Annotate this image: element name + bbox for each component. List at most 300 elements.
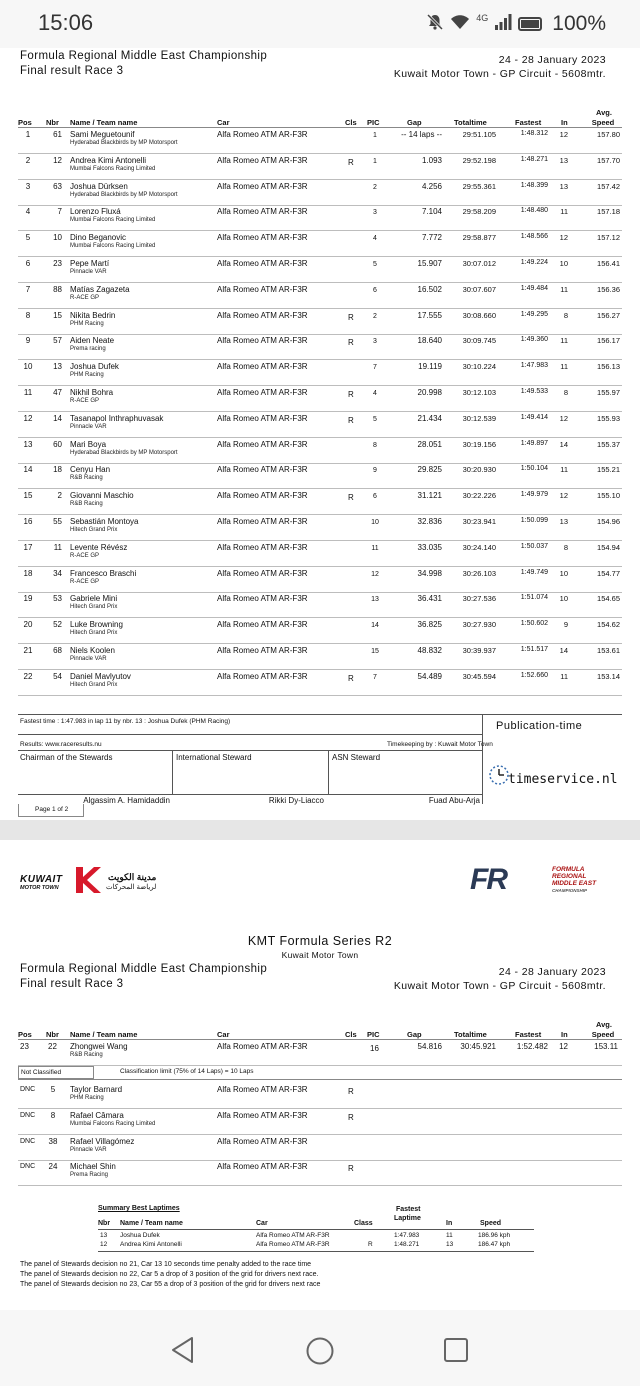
table-row <box>18 567 622 593</box>
page-separator <box>0 820 640 840</box>
cell-pic: 6 <box>373 286 377 294</box>
cell-gap: 17.555 <box>417 310 442 320</box>
cell-car: Alfa Romeo ATM AR-F3R <box>217 620 308 630</box>
cell-name: Sebastián Montoya <box>70 517 139 526</box>
cell-team: R-ACE GP <box>70 552 100 559</box>
cell-name: Mari Boya <box>70 439 107 449</box>
cell-car: Alfa Romeo ATM AR-F3R <box>217 130 308 139</box>
cell-team: Mumbai Falcons Racing Limited <box>70 1120 156 1127</box>
cell-gap: 7.104 <box>421 207 442 217</box>
col-name: Name / Team name <box>70 118 138 127</box>
cell-nbr: 5 <box>50 1085 56 1094</box>
cell-pos: 17 <box>23 542 33 552</box>
cell-nbr: 34 <box>53 568 62 578</box>
page-box <box>18 804 84 817</box>
table-row <box>18 670 622 696</box>
cell-pos: 20 <box>23 620 33 630</box>
cell-fastest: 1:50.104 <box>520 465 548 473</box>
cell-nbr: 47 <box>53 388 62 397</box>
navigation-bar <box>0 1310 640 1386</box>
cell-fastest: 1:48.312 <box>520 130 548 137</box>
recents-button[interactable] <box>442 1336 470 1369</box>
cell-car: Alfa Romeo ATM AR-F3R <box>217 1085 308 1094</box>
cell-team: Pinnacle VAR <box>70 423 107 430</box>
cell-car: Alfa Romeo ATM AR-F3R <box>217 284 308 294</box>
cell-nbr: 14 <box>53 413 62 423</box>
cell-pic: 5 <box>373 415 377 423</box>
col-totaltime: Totaltime <box>454 118 487 127</box>
not-classified-label: Not Classified <box>21 1069 62 1076</box>
cell-cls: R <box>348 338 354 348</box>
cell-car: Alfa Romeo ATM AR-F3R <box>217 336 308 346</box>
cell-car: Alfa Romeo ATM AR-F3R <box>217 233 308 243</box>
battery-percent: 100% <box>552 12 606 35</box>
stewards-notes <box>20 1260 320 1290</box>
cell-total: 29:58.209 <box>462 207 496 217</box>
cell-pic: 4 <box>373 390 377 397</box>
summary-speed: 186.96 kph <box>478 1232 511 1239</box>
cell-car: Alfa Romeo ATM AR-F3R <box>217 568 308 578</box>
col-avg: Avg. <box>596 108 612 117</box>
cell-speed: 155.97 <box>597 388 620 397</box>
cell-car: Alfa Romeo ATM AR-F3R <box>217 671 308 681</box>
cell-team: R-ACE GP <box>70 294 100 301</box>
cell-pos: 8 <box>25 310 31 320</box>
cell-nbr: 88 <box>53 284 62 294</box>
cell-fastest: 1:49.224 <box>520 259 548 266</box>
cell-gap: 15.907 <box>417 259 442 268</box>
summary-lap: 1:48.271 <box>394 1241 420 1248</box>
cell-pic: 15 <box>371 648 379 655</box>
table-row <box>18 180 622 206</box>
table-row <box>18 1160 622 1186</box>
note-2: The panel of Stewards decision no 22, Car 5 a drop of 3 position of the grid for drivers next race. <box>20 1271 319 1278</box>
note-1: The panel of Stewards decision no 21, Car 13 10 seconds time penalty added to the race time <box>20 1261 312 1268</box>
cell-pos: DNC <box>20 1137 36 1145</box>
cell-nbr: 57 <box>53 336 62 346</box>
cell-in: 8 <box>563 310 568 320</box>
intl-steward-label: International Steward <box>176 753 252 762</box>
cell-cls: R <box>348 157 354 167</box>
cell-team: R&B Racing <box>70 501 103 508</box>
cell-speed: 154.77 <box>597 568 620 578</box>
cell-in: 14 <box>559 439 568 449</box>
cell-total: 30:45.594 <box>462 671 496 681</box>
cell-speed: 155.21 <box>597 465 620 475</box>
cell-in: 11 <box>560 207 568 217</box>
cell-name: Dino Beganovic <box>70 233 127 243</box>
cell-team: Hitech Grand Prix <box>70 604 118 611</box>
cell-car: Alfa Romeo ATM AR-F3R <box>217 491 308 501</box>
cell-gap: -- 14 laps -- <box>401 130 442 139</box>
cell-fastest: 1:48.566 <box>520 233 548 241</box>
cell-name: Pepe Martí <box>70 259 110 268</box>
cell-in: 13 <box>559 181 568 191</box>
cell-speed: 157.18 <box>597 207 620 217</box>
summary-nbr: 12 <box>100 1241 108 1248</box>
cell-fastest: 1:49.979 <box>520 491 548 499</box>
cell-nbr: 68 <box>53 646 62 655</box>
cell-nbr: 38 <box>48 1136 58 1146</box>
cell-speed: 154.94 <box>597 542 620 552</box>
cell-name: Andrea Kimi Antonelli <box>70 155 147 165</box>
cell-nbr: 52 <box>53 620 62 630</box>
cell-in: 10 <box>559 568 568 578</box>
chairman-label: Chairman of the Stewards <box>20 753 113 762</box>
series-venue: Kuwait Motor Town <box>281 950 359 960</box>
cell-nbr: 11 <box>53 542 62 552</box>
cell-team: Hitech Grand Prix <box>70 527 118 533</box>
cell-fastest: 1:49.533 <box>520 388 548 395</box>
cell-speed: 157.80 <box>597 130 620 139</box>
cell-team: Hitech Grand Prix <box>70 630 118 637</box>
result-page-2: KUWAIT MOTOR TOWN مدينة الكويت لرياضة المحركات FR FORMULA REGIONAL MIDDLE EAST CHAMPIONSHIP KMT Formula Series R2 Kuwait Motor Town Formula Regional Middle East Championship Final result Race 3 24 - 28 January 2023 Kuwait Motor Town - GP Circuit - 5608mtr. Pos Nbr Name / Team name Car Cls PIC Gap Totaltime Fastest In Avg. Speed 23 22 Zhongwei Wang R&B Racing Alfa Romeo ATM AR-F3R 16 54.816 30:45.921 1:52.482 12 153.11 Not Classified Classification limit (75% of 14 Laps) = 10 Laps DNC 5 Taylor Barnard Alfa Romeo ATM AR-F3R R PHM Racing DNC 8 Rafael Câmara Alfa Romeo ATM AR-F3R R Mumbai Falcons Racing Limited DNC 38 Rafael Villagómez Alfa Romeo ATM AR-F3R Pinnacle VAR DNC 24 Michael Shin Alfa Romeo ATM AR-F3R R Prema Racing Summary Best Laptimes Nbr Name / Team name Car Class Fastest Laptime In Speed 13 Joshua Dufek Alfa Romeo ATM AR-F3R 1:47.983 11 186.96 kph 12 Andrea Kimi Antonelli Alfa Romeo ATM AR-F3R R 1:48.271 13 186.47 kph The panel of Stewards decision no 21, Car 13 10 seconds time penalty added to the race time The panel of Stewards decision no 22, Car 5 a drop of 3 position of the grid for drivers next race. The panel of Stewards decision no 23, Car 55 a drop of 3 position of the grid for drivers next race <box>0 840 640 1310</box>
cell-in: 10 <box>559 594 568 604</box>
signal-icon <box>494 14 512 35</box>
cell-name: Taylor Barnard <box>70 1085 123 1094</box>
result-title: Final result Race 3 <box>20 65 124 77</box>
cell-fastest: 1:50.099 <box>520 517 548 524</box>
network-type: 4G <box>476 13 489 23</box>
cell-name: Lorenzo Fluxá <box>70 207 121 217</box>
cell-gap: 19.119 <box>418 362 442 372</box>
cell-car: Alfa Romeo ATM AR-F3R <box>217 517 308 526</box>
cell-pic: 2 <box>373 183 377 191</box>
k-logo-icon <box>72 865 102 900</box>
cell-fastest: 1:52.660 <box>520 671 548 679</box>
asn-steward-name: Fuad Abu-Arja <box>428 796 480 805</box>
cell-name: Luke Browning <box>70 620 123 630</box>
cell-speed: 157.42 <box>597 181 620 191</box>
cell-name: Cenyu Han <box>70 465 111 475</box>
cell-name: Michael Shin <box>70 1162 116 1172</box>
table-row <box>18 257 622 283</box>
cell-cls: R <box>348 1112 354 1122</box>
cell-gap: 48.832 <box>417 646 442 655</box>
cell-speed: 156.36 <box>597 284 620 294</box>
cell-gap: 31.121 <box>417 491 442 501</box>
cell-pos: 12 <box>23 413 33 423</box>
cell-speed: 156.41 <box>597 259 620 268</box>
cell-speed: 154.96 <box>597 517 620 526</box>
cell-name: Aiden Neate <box>70 336 115 346</box>
cell-fastest: 1:49.484 <box>520 284 548 292</box>
table-row <box>18 154 622 180</box>
table-row <box>18 438 622 464</box>
cell-speed: 154.62 <box>597 620 620 630</box>
cell-nbr: 63 <box>53 181 62 191</box>
cell-pos: 4 <box>25 207 31 217</box>
table-row <box>18 489 622 515</box>
cell-car: Alfa Romeo ATM AR-F3R <box>217 413 308 423</box>
cell-name: Sami Meguetounif <box>70 130 135 139</box>
table-row <box>18 644 622 670</box>
cell-team: R-ACE GP <box>70 578 100 585</box>
page-number: Page 1 of 2 <box>35 806 69 813</box>
table-header-2: Pos Nbr Name / Team name Car Cls PIC Gap Totaltime Fastest In Avg. Speed <box>18 1018 622 1040</box>
cell-total: 30:20.930 <box>462 465 496 475</box>
cell-total: 30:23.941 <box>462 517 496 526</box>
cell-nbr: 24 <box>48 1162 58 1172</box>
cell-nbr: 61 <box>53 130 62 139</box>
cell-pos: 22 <box>23 671 33 681</box>
cell-pic: 14 <box>371 622 379 630</box>
intl-steward-name: Rikki Dy-Liacco <box>268 796 324 805</box>
publication-time-label: Publication-time <box>496 720 583 732</box>
cell-team: Prema Racing <box>70 1172 109 1179</box>
cell-in: 11 <box>560 362 568 372</box>
cell-cls: R <box>348 415 354 425</box>
cell-car: Alfa Romeo ATM AR-F3R <box>217 207 308 217</box>
fastest-time-note: Fastest time : 1:47.983 in lap 11 by nbr. 13 : Joshua Dufek (PHM Racing) <box>20 718 231 725</box>
cell-name: Tasanapol Inthraphuvasak <box>70 413 164 423</box>
cell-name: Joshua Dürksen <box>70 181 128 191</box>
cell-pos: 19 <box>23 594 33 604</box>
cell-total: 30:39.937 <box>462 646 496 655</box>
cell-pos: 14 <box>23 465 33 475</box>
cell-gap: 20.998 <box>417 388 442 397</box>
timekeeping-note: Timekeeping by : Kuwait Motor Town <box>387 741 493 748</box>
cell-name: Francesco Braschi <box>70 568 137 578</box>
kuwait-logo-arabic: مدينة الكويت لرياضة المحركات <box>106 872 157 891</box>
cell-nbr: 13 <box>53 362 62 372</box>
cell-car: Alfa Romeo ATM AR-F3R <box>217 362 308 372</box>
col-gap: Gap <box>407 118 422 127</box>
cell-gap: 36.825 <box>417 620 442 630</box>
cell-team: Hyderabad Blackbirds by MP Motorsport <box>70 140 178 146</box>
fr-logo-text: FORMULA REGIONAL MIDDLE EAST CHAMPIONSHIP <box>552 866 597 893</box>
cell-cls: R <box>348 493 354 503</box>
cell-team: Mumbai Falcons Racing Limited <box>70 217 156 224</box>
cell-total: 30:27.930 <box>462 620 496 630</box>
cell-pic: 1 <box>373 132 377 139</box>
bell-muted-icon <box>426 13 444 36</box>
status-bar <box>0 0 640 48</box>
cell-pic: 8 <box>373 441 377 449</box>
cell-in: 12 <box>559 130 568 139</box>
cell-name: Niels Koolen <box>70 646 115 655</box>
back-button[interactable] <box>170 1336 196 1369</box>
cell-in: 11 <box>560 336 568 346</box>
footer-box <box>18 714 622 804</box>
cell-speed: 154.65 <box>597 594 620 604</box>
cell-pos: 6 <box>25 259 31 268</box>
cell-team: PHM Racing <box>70 372 104 379</box>
cell-in: 8 <box>563 388 568 397</box>
cell-pic: 12 <box>371 570 379 578</box>
cell-in: 13 <box>559 517 568 526</box>
col-in: In <box>561 118 568 127</box>
cell-pic: 5 <box>373 261 377 268</box>
cell-pos: 11 <box>23 388 33 397</box>
cell-name: Nikhil Bohra <box>70 388 114 397</box>
table-row: 23 22 Zhongwei Wang R&B Racing Alfa Romeo ATM AR-F3R 16 54.816 30:45.921 1:52.482 12 153.11 <box>18 1040 622 1066</box>
table-row <box>18 386 622 412</box>
cell-name: Rafael Villagómez <box>70 1136 135 1146</box>
table-row <box>18 128 622 154</box>
cell-car: Alfa Romeo ATM AR-F3R <box>217 1162 308 1172</box>
cell-pic: 7 <box>373 673 377 681</box>
cell-total: 30:07.607 <box>462 284 496 294</box>
cell-speed: 156.13 <box>597 362 620 372</box>
cell-total: 30:19.156 <box>462 439 496 449</box>
cell-cls: R <box>348 312 354 322</box>
summary-title: Summary Best Laptimes <box>98 1205 180 1212</box>
cell-gap: 7.772 <box>421 233 442 243</box>
table-row <box>18 205 622 231</box>
summary-lap: 1:47.983 <box>394 1232 420 1239</box>
cell-in: 10 <box>559 259 568 268</box>
col-pos: Pos <box>18 118 32 127</box>
col-fastest: Fastest <box>515 118 542 127</box>
cell-pos: 13 <box>23 439 33 449</box>
cell-car: Alfa Romeo ATM AR-F3R <box>217 1110 308 1120</box>
clock-icon <box>488 764 510 786</box>
note-3: The panel of Stewards decision no 23, Car 55 a drop of 3 position of the grid for drivers next race <box>20 1281 321 1288</box>
table-row <box>18 515 622 541</box>
table-row <box>18 463 622 489</box>
cell-pos: 9 <box>25 336 31 346</box>
cell-total: 30:07.012 <box>462 259 496 268</box>
cell-team: R&B Racing <box>70 475 103 482</box>
col-cls: Cls <box>345 118 357 127</box>
cell-speed: 157.70 <box>597 155 620 165</box>
status-time: 15:06 <box>38 10 94 35</box>
cell-speed: 156.17 <box>597 336 620 346</box>
summary-in: 13 <box>446 1241 454 1248</box>
cell-team: Hyderabad Blackbirds by MP Motorsport <box>70 191 178 198</box>
cell-name: Daniel Mavlyutov <box>70 671 131 681</box>
summary-speed: 186.47 kph <box>478 1241 511 1248</box>
cell-pos: 1 <box>25 130 31 139</box>
cell-in: 9 <box>563 620 568 630</box>
cell-fastest: 1:49.414 <box>520 413 548 421</box>
cell-name: Matías Zagazeta <box>70 284 130 294</box>
cell-car: Alfa Romeo ATM AR-F3R <box>217 1136 308 1146</box>
status-icons <box>426 12 606 36</box>
cell-gap: 1.093 <box>421 155 442 165</box>
cell-car: Alfa Romeo ATM AR-F3R <box>217 646 308 655</box>
cell-pos: 2 <box>25 155 31 165</box>
home-button[interactable] <box>305 1336 335 1371</box>
cell-pos: DNC <box>20 1163 36 1171</box>
cell-speed: 155.10 <box>597 491 620 501</box>
col-nbr: Nbr <box>46 118 59 127</box>
cell-nbr: 60 <box>53 439 62 449</box>
cell-pic: 1 <box>373 157 377 165</box>
cell-nbr: 12 <box>53 155 62 165</box>
table-row <box>18 334 622 360</box>
cell-speed: 155.93 <box>597 413 620 423</box>
cell-team: Mumbai Falcons Racing Limited <box>70 165 156 172</box>
cell-gap: 21.434 <box>417 413 442 423</box>
cell-team: PHM Racing <box>70 320 104 327</box>
cell-pic: 11 <box>371 544 379 552</box>
cell-pic: 9 <box>373 467 377 475</box>
cell-cls: R <box>348 1164 354 1174</box>
table-row <box>18 618 622 644</box>
cell-fastest: 1:49.749 <box>520 568 548 576</box>
cell-fastest: 1:51.074 <box>520 594 548 602</box>
wifi-icon <box>450 14 470 35</box>
cell-fastest: 1:49.295 <box>520 310 548 318</box>
cell-pic: 10 <box>371 519 379 526</box>
cell-team: Hitech Grand Prix <box>70 681 118 688</box>
cell-fastest: 1:48.480 <box>520 207 548 215</box>
cell-name: Levente Révész <box>70 542 128 552</box>
cell-gap: 54.489 <box>417 671 442 681</box>
cell-car: Alfa Romeo ATM AR-F3R <box>217 155 308 165</box>
cell-nbr: 23 <box>53 259 62 268</box>
cell-pic: 6 <box>373 493 377 501</box>
cell-nbr: 10 <box>53 233 62 243</box>
cell-fastest: 1:51.517 <box>520 646 548 653</box>
cell-fastest: 1:50.037 <box>520 542 548 550</box>
cell-nbr: 54 <box>53 671 62 681</box>
cell-cls: R <box>348 390 354 399</box>
cell-team: Mumbai Falcons Racing Limited <box>70 243 156 250</box>
cell-nbr: 7 <box>57 207 62 217</box>
cell-pos: DNC <box>20 1111 36 1119</box>
table-header <box>18 106 622 128</box>
cell-car: Alfa Romeo ATM AR-F3R <box>217 465 308 475</box>
cell-team: R-ACE GP <box>70 398 100 404</box>
cell-pos: 10 <box>23 362 33 372</box>
cell-total: 30:22.226 <box>462 491 496 501</box>
cell-gap: 32.836 <box>417 517 442 526</box>
cell-total: 29:52.198 <box>462 155 496 165</box>
table-row <box>18 412 622 438</box>
cell-pic: 4 <box>373 235 377 243</box>
cell-total: 30:24.140 <box>462 542 496 552</box>
cell-name: Giovanni Maschio <box>70 491 134 501</box>
cell-team: Hyderabad Blackbirds by MP Motorsport <box>70 449 178 456</box>
cell-in: 13 <box>559 155 568 165</box>
table-row <box>18 1083 622 1109</box>
summary-name: Joshua Dufek <box>120 1232 160 1239</box>
cell-gap: 36.431 <box>417 594 442 604</box>
cell-pic: 3 <box>373 338 377 346</box>
summary-car: Alfa Romeo ATM AR-F3R <box>256 1232 330 1239</box>
cell-pos: 16 <box>23 517 33 526</box>
circuit-info-2: Kuwait Motor Town - GP Circuit - 5608mtr. <box>393 980 606 992</box>
cell-speed: 155.37 <box>597 439 620 449</box>
cell-total: 30:26.103 <box>462 568 496 578</box>
table-row <box>18 309 622 335</box>
cell-pos: 3 <box>25 181 31 191</box>
cell-total: 29:51.105 <box>462 130 496 139</box>
cell-cls: R <box>348 673 354 683</box>
chairman-name: Algassim A. Hamidaddin <box>83 796 170 805</box>
asn-steward-label: ASN Steward <box>332 753 381 762</box>
summary-in: 11 <box>446 1232 453 1239</box>
table-row <box>18 231 622 257</box>
cell-speed: 153.61 <box>597 646 620 655</box>
cell-car: Alfa Romeo ATM AR-F3R <box>217 439 308 449</box>
cell-in: 12 <box>559 233 568 243</box>
cell-gap: 4.256 <box>421 181 442 191</box>
results-url: Results: www.raceresults.nu <box>20 741 102 748</box>
cell-gap: 16.502 <box>417 284 442 294</box>
result-page-1 <box>0 48 640 820</box>
cell-fastest: 1:49.897 <box>520 439 548 447</box>
table-row <box>18 1109 622 1135</box>
circuit-info: Kuwait Motor Town - GP Circuit - 5608mtr. <box>393 68 606 80</box>
summary-nbr: 13 <box>100 1232 108 1239</box>
cell-speed: 153.14 <box>597 671 620 681</box>
cell-speed: 157.12 <box>597 233 620 243</box>
cell-fastest: 1:48.271 <box>520 155 548 163</box>
